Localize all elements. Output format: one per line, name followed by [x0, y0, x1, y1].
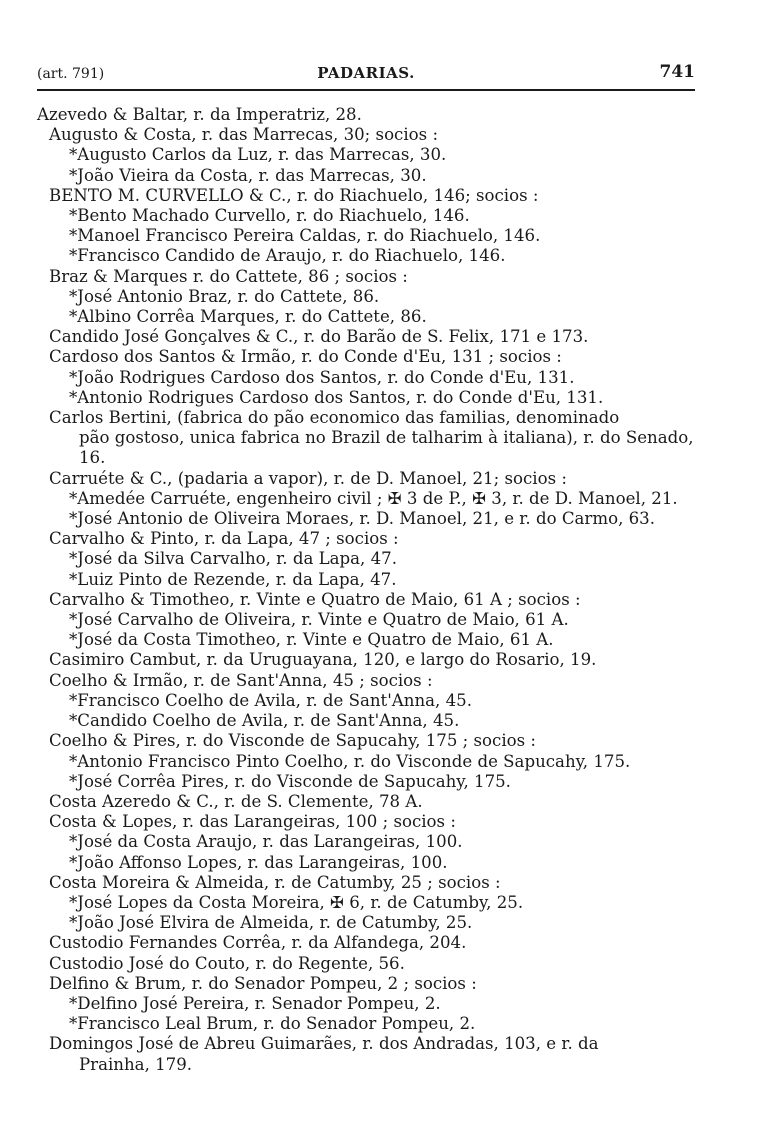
entry-text: *João Affonso Lopes, r. das Larangeiras, 100.	[69, 852, 448, 872]
entry-text: *José da Costa Araujo, r. das Larangeiras, 100.	[69, 832, 463, 852]
entry-text: Domingos José de Abreu Guimarães, r. dos Andradas, 103, e r. da	[49, 1034, 599, 1054]
partner-entry	[37, 246, 695, 266]
entry-text: *José Lopes da Costa Moreira, ✠ 6, r. de Catumby, 25.	[69, 892, 524, 912]
entry-text: *Manoel Francisco Pereira Caldas, r. do Riachuelo, 146.	[69, 226, 541, 246]
partner-entry	[37, 893, 695, 913]
partner-entry	[37, 1014, 695, 1034]
partner-entry	[37, 509, 695, 529]
entry-text: *Augusto Carlos da Luz, r. das Marrecas, 30.	[69, 145, 447, 165]
firm-entry	[37, 469, 695, 489]
entry-text: *Francisco Leal Brum, r. do Senador Pompeu, 2.	[69, 1014, 476, 1034]
entry-text: Cardoso dos Santos & Irmão, r. do Conde d'Eu, 131 ; socios :	[49, 347, 562, 367]
firm-entry	[37, 792, 695, 812]
partner-entry	[37, 832, 695, 852]
partner-entry	[37, 287, 695, 307]
entry-text: Costa & Lopes, r. das Larangeiras, 100 ; socios :	[49, 812, 456, 832]
entry-text: *Francisco Candido de Araujo, r. do Riachuelo, 146.	[69, 246, 506, 266]
entry-text: *José da Silva Carvalho, r. da Lapa, 47.	[69, 549, 398, 569]
entry-text: *Bento Machado Curvello, r. do Riachuelo, 146.	[69, 206, 470, 226]
partner-entry	[37, 549, 695, 569]
partner-entry	[37, 226, 695, 246]
entry-text: Braz & Marques r. do Cattete, 86 ; socios :	[49, 266, 408, 286]
header-rule	[37, 89, 695, 91]
partner-entry	[37, 570, 695, 590]
entry-text: *José Antonio Braz, r. do Cattete, 86.	[69, 286, 380, 306]
partner-entry	[37, 691, 695, 711]
firm-entry	[37, 873, 695, 893]
entry-text: Augusto & Costa, r. das Marrecas, 30; socios :	[49, 125, 439, 145]
entry-text: *Amedée Carruéte, engenheiro civil ; ✠ 3 de P., ✠ 3, r. de D. Manoel, 21.	[69, 488, 678, 508]
entry-continuation: pão gostoso, unica fabrica no Brazil de talharim à italiana), r. do Senado, 16.	[79, 428, 694, 468]
partner-entry	[37, 772, 695, 792]
firm-entry	[37, 186, 695, 206]
entry-text: BENTO M. CURVELLO & C., r. do Riachuelo, 146; socios :	[49, 185, 539, 205]
partner-entry	[37, 206, 695, 226]
page-header	[37, 60, 695, 88]
firm-entry	[37, 590, 695, 610]
partner-entry	[37, 913, 695, 933]
partner-entry	[37, 853, 695, 873]
partner-entry	[37, 307, 695, 327]
entry-text: Carlos Bertini, (fabrica do pão economico das familias, denominado	[49, 408, 620, 428]
partner-entry	[37, 994, 695, 1014]
firm-entry	[37, 267, 695, 287]
entry-text: Costa Azeredo & C., r. de S. Clemente, 78 A.	[49, 791, 423, 811]
firm-entry	[37, 974, 695, 994]
entry-continuation: Prainha, 179.	[79, 1054, 193, 1074]
firm-entry	[37, 671, 695, 691]
partner-entry	[37, 388, 695, 408]
firm-entry	[37, 731, 695, 751]
partner-entry	[37, 368, 695, 388]
entry-text: Azevedo & Baltar, r. da Imperatriz, 28.	[37, 105, 362, 124]
entry-text: Casimiro Cambut, r. da Uruguayana, 120, e largo do Rosario, 19.	[49, 650, 597, 670]
partner-entry	[37, 166, 695, 186]
entry-text: *Antonio Rodrigues Cardoso dos Santos, r. do Conde d'Eu, 131.	[69, 387, 604, 407]
entry-text: Candido José Gonçalves & C., r. do Barão de S. Felix, 171 e 173.	[49, 327, 589, 347]
firm-entry	[37, 327, 695, 347]
firm-entry	[37, 125, 695, 145]
entry-text: Coelho & Irmão, r. de Sant'Anna, 45 ; socios :	[49, 670, 433, 690]
firm-entry	[37, 954, 695, 974]
firm-entry	[37, 1034, 695, 1074]
entry-text: *José Antonio de Oliveira Moraes, r. D. Manoel, 21, e r. do Carmo, 63.	[69, 509, 656, 529]
partner-entry	[37, 610, 695, 630]
firm-entry	[37, 933, 695, 953]
section-title: PADARIAS.	[317, 64, 415, 82]
entry-text: Carruéte & C., (padaria a vapor), r. de D. Manoel, 21; socios :	[49, 468, 567, 488]
entry-text: Coelho & Pires, r. do Visconde de Sapucahy, 175 ; socios :	[49, 731, 537, 751]
entry-text: Custodio Fernandes Corrêa, r. da Alfandega, 204.	[49, 933, 467, 953]
entry-text: *Delfino José Pereira, r. Senador Pompeu, 2.	[69, 993, 441, 1013]
entry-text: Custodio José do Couto, r. do Regente, 56.	[49, 953, 405, 973]
entry-text: *José Corrêa Pires, r. do Visconde de Sapucahy, 175.	[69, 771, 511, 791]
entry-text: *João José Elvira de Almeida, r. de Catumby, 25.	[69, 913, 473, 933]
firm-entry	[37, 105, 695, 125]
entry-text: *José Carvalho de Oliveira, r. Vinte e Quatro de Maio, 61 A.	[69, 610, 569, 630]
entry-text: *João Vieira da Costa, r. das Marrecas, 30.	[69, 165, 427, 185]
entry-text: *José da Costa Timotheo, r. Vinte e Quatro de Maio, 61 A.	[69, 630, 554, 650]
entry-text: *Francisco Coelho de Avila, r. de Sant'Anna, 45.	[69, 690, 472, 710]
entry-text: Costa Moreira & Almeida, r. de Catumby, 25 ; socios :	[49, 872, 501, 892]
entry-text: *Luiz Pinto de Rezende, r. da Lapa, 47.	[69, 569, 397, 589]
firm-entry	[37, 408, 695, 469]
partner-entry	[37, 752, 695, 772]
entry-text: *João Rodrigues Cardoso dos Santos, r. do Conde d'Eu, 131.	[69, 367, 575, 387]
partner-entry	[37, 145, 695, 165]
partner-entry	[37, 711, 695, 731]
firm-entry	[37, 812, 695, 832]
page-number: 741	[659, 62, 695, 82]
entry-text: Delfino & Brum, r. do Senador Pompeu, 2 ; socios :	[49, 973, 477, 993]
entry-text: Carvalho & Pinto, r. da Lapa, 47 ; socios :	[49, 529, 399, 549]
directory-entries	[37, 105, 695, 1075]
firm-entry	[37, 529, 695, 549]
entry-text: *Antonio Francisco Pinto Coelho, r. do Visconde de Sapucahy, 175.	[69, 751, 631, 771]
partner-entry	[37, 489, 695, 509]
entry-text: *Candido Coelho de Avila, r. de Sant'Anna, 45.	[69, 711, 460, 731]
entry-text: *Albino Corrêa Marques, r. do Cattete, 86.	[69, 307, 427, 327]
entry-text: Carvalho & Timotheo, r. Vinte e Quatro de Maio, 61 A ; socios :	[49, 589, 581, 609]
firm-entry	[37, 347, 695, 367]
firm-entry	[37, 650, 695, 670]
article-reference: (art. 791)	[37, 66, 105, 82]
partner-entry	[37, 630, 695, 650]
